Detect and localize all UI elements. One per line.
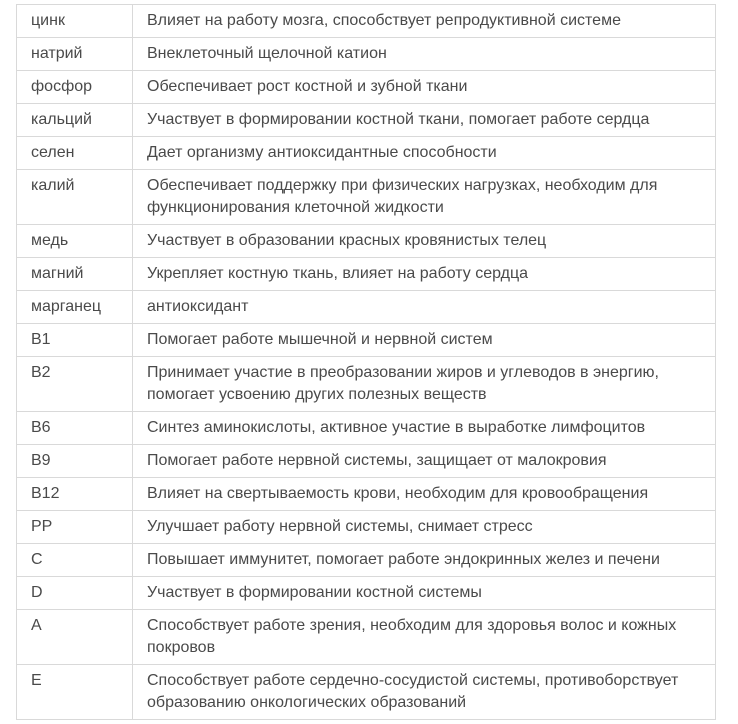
table-row <box>17 665 716 720</box>
nutrient-description: Синтез аминокислоты, активное участие в выработке лимфоцитов <box>133 412 716 445</box>
table-row <box>17 412 716 445</box>
table-row <box>17 104 716 137</box>
nutrient-name: калий <box>17 170 133 225</box>
nutrient-description: Помогает работе нервной системы, защищает от малокровия <box>133 445 716 478</box>
table-row <box>17 511 716 544</box>
nutrient-description: Укрепляет костную ткань, влияет на работу сердца <box>133 258 716 291</box>
nutrient-name: С <box>17 544 133 577</box>
table-row <box>17 137 716 170</box>
nutrient-name: фосфор <box>17 71 133 104</box>
nutrient-name: натрий <box>17 38 133 71</box>
nutrient-description: Обеспечивает поддержку при физических нагрузках, необходим для функционирования клеточной жидкости <box>133 170 716 225</box>
nutrient-name: цинк <box>17 5 133 38</box>
nutrient-description: Влияет на работу мозга, способствует репродуктивной системе <box>133 5 716 38</box>
nutrient-name: селен <box>17 137 133 170</box>
nutrient-name: В12 <box>17 478 133 511</box>
nutrient-name: кальций <box>17 104 133 137</box>
nutrient-name: Е <box>17 665 133 720</box>
table-row <box>17 357 716 412</box>
table-row <box>17 225 716 258</box>
table-row <box>17 291 716 324</box>
nutrient-description: Внеклеточный щелочной катион <box>133 38 716 71</box>
nutrients-table <box>16 4 716 720</box>
nutrient-name: В6 <box>17 412 133 445</box>
nutrient-name: марганец <box>17 291 133 324</box>
nutrients-table-container <box>16 4 716 720</box>
table-row <box>17 5 716 38</box>
nutrient-description: Принимает участие в преобразовании жиров и углеводов в энергию, помогает усвоению других полезных веществ <box>133 357 716 412</box>
table-row <box>17 544 716 577</box>
nutrient-name: магний <box>17 258 133 291</box>
nutrient-description: Участвует в образовании красных кровянистых телец <box>133 225 716 258</box>
nutrient-description: Дает организму антиоксидантные способности <box>133 137 716 170</box>
table-row <box>17 38 716 71</box>
nutrient-description: Улучшает работу нервной системы, снимает стресс <box>133 511 716 544</box>
nutrient-description: антиоксидант <box>133 291 716 324</box>
table-row <box>17 610 716 665</box>
nutrient-name: D <box>17 577 133 610</box>
table-row <box>17 71 716 104</box>
nutrient-name: В1 <box>17 324 133 357</box>
table-row <box>17 577 716 610</box>
nutrient-description: Участвует в формировании костной системы <box>133 577 716 610</box>
nutrient-description: Повышает иммунитет, помогает работе эндокринных желез и печени <box>133 544 716 577</box>
nutrient-description: Помогает работе мышечной и нервной систем <box>133 324 716 357</box>
nutrient-description: Участвует в формировании костной ткани, помогает работе сердца <box>133 104 716 137</box>
nutrient-description: Влияет на свертываемость крови, необходим для кровообращения <box>133 478 716 511</box>
table-row <box>17 478 716 511</box>
nutrient-name: А <box>17 610 133 665</box>
nutrient-name: РР <box>17 511 133 544</box>
table-row <box>17 324 716 357</box>
nutrient-description: Способствует работе зрения, необходим для здоровья волос и кожных покровов <box>133 610 716 665</box>
nutrient-name: В9 <box>17 445 133 478</box>
nutrient-description: Обеспечивает рост костной и зубной ткани <box>133 71 716 104</box>
nutrient-name: В2 <box>17 357 133 412</box>
table-row <box>17 445 716 478</box>
table-row <box>17 170 716 225</box>
nutrient-name: медь <box>17 225 133 258</box>
table-row <box>17 258 716 291</box>
nutrient-description: Способствует работе сердечно-сосудистой системы, противоборствует образованию онкологических образований <box>133 665 716 720</box>
